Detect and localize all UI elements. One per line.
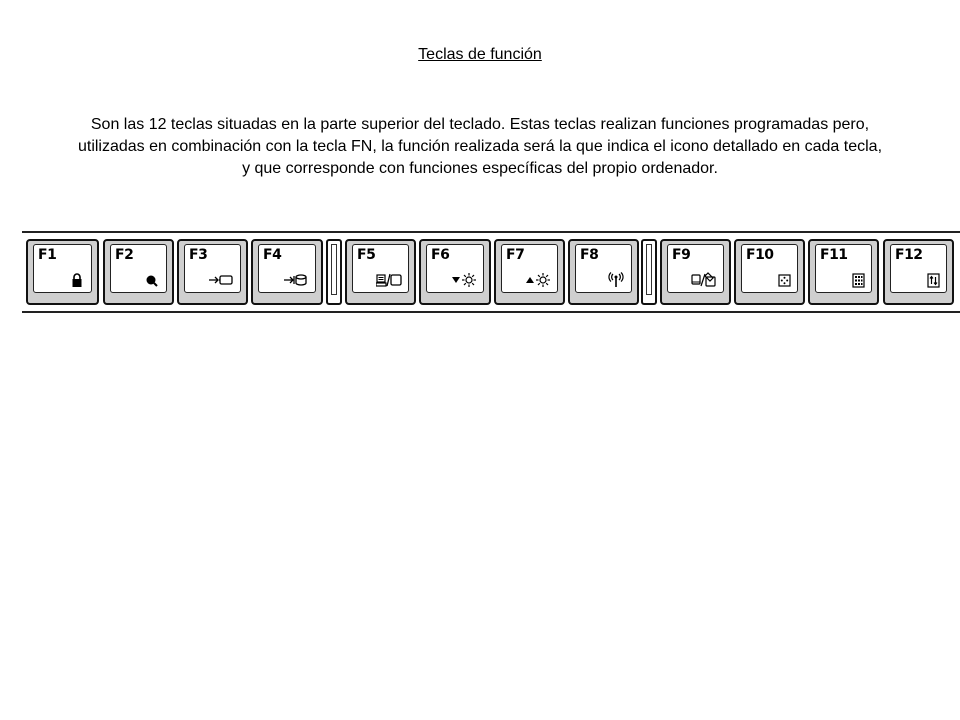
key-spacer — [641, 239, 657, 305]
key-label: F7 — [506, 247, 525, 263]
key-label: F2 — [115, 247, 134, 263]
key-label: F4 — [263, 247, 282, 263]
key-f6 — [419, 239, 491, 305]
brightness-up-icon — [525, 272, 551, 288]
function-keys-strip — [22, 231, 960, 313]
key-f3 — [177, 239, 248, 305]
key-f9 — [660, 239, 731, 305]
key-f12 — [883, 239, 954, 305]
key-f2 — [103, 239, 174, 305]
key-f5 — [345, 239, 416, 305]
key-label: F10 — [746, 247, 774, 263]
wireless-icon — [599, 272, 625, 288]
key-label: F11 — [820, 247, 848, 263]
page-title: Teclas de función — [418, 46, 542, 63]
hibernate-icon — [283, 272, 309, 288]
brightness-down-icon — [451, 272, 477, 288]
key-f11 — [808, 239, 879, 305]
key-label: F5 — [357, 247, 376, 263]
key-label: F12 — [895, 247, 923, 263]
lock-icon — [59, 272, 85, 288]
key-f4 — [251, 239, 323, 305]
description-line-3: y que corresponde con funciones específicas del propio ordenador. — [242, 160, 718, 177]
key-label: F1 — [38, 247, 57, 263]
scroll-lock-icon — [914, 272, 940, 288]
key-f7 — [494, 239, 565, 305]
description-line-1: Son las 12 teclas situadas en la parte superior del teclado. Estas teclas realizan funciones programadas pero, — [90, 116, 870, 133]
key-f1 — [26, 239, 99, 305]
description-paragraph — [0, 114, 960, 180]
key-label: F9 — [672, 247, 691, 263]
key-label: F3 — [189, 247, 208, 263]
cursor-keypad-icon — [765, 272, 791, 288]
description-line-2: utilizadas en combinación con la tecla FN, la función realizada será la que indica el icono detallado en cada tecla, — [77, 138, 883, 155]
key-f8 — [568, 239, 639, 305]
display-switch-icon — [376, 272, 402, 288]
key-label: F6 — [431, 247, 450, 263]
key-spacer — [326, 239, 342, 305]
power-icon — [134, 272, 160, 288]
numeric-keypad-icon — [839, 272, 865, 288]
touchpad-icon — [691, 272, 717, 288]
key-label: F8 — [580, 247, 599, 263]
standby-icon — [208, 272, 234, 288]
key-f10 — [734, 239, 805, 305]
